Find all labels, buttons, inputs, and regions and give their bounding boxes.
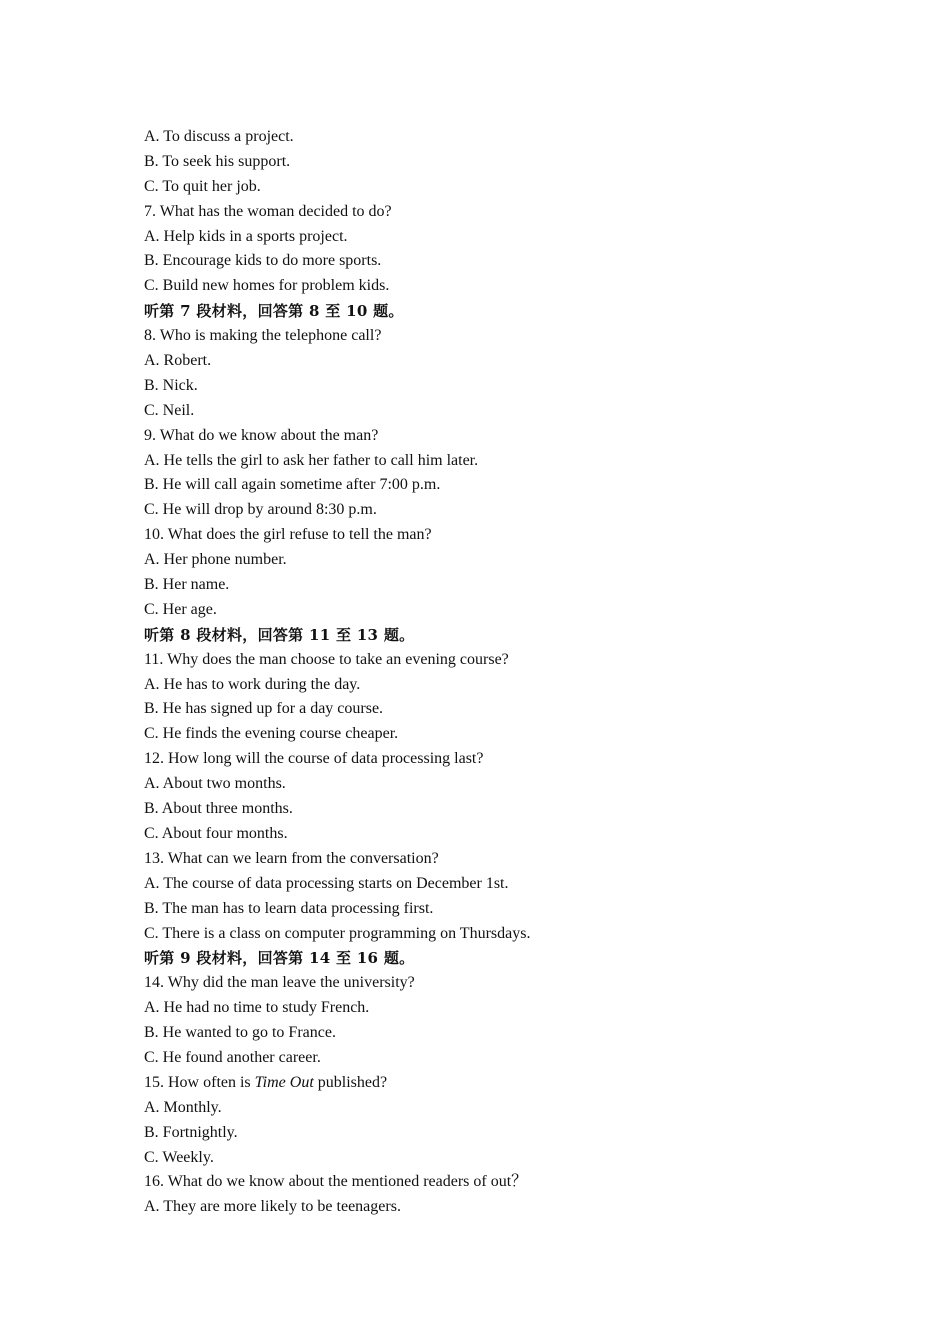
question-text: 16. What do we know about the mentioned readers of out？ — [144, 1173, 528, 1191]
answer-option: B. The man has to learn data processing first. — [144, 899, 434, 917]
answer-option: A. About two months. — [144, 775, 286, 793]
answer-option: B. Encourage kids to do more sports. — [144, 252, 382, 270]
answer-option: C. Neil. — [144, 401, 195, 419]
answer-option: A. To discuss a project. — [144, 128, 294, 145]
answer-option: A. He has to work during the day. — [144, 675, 361, 693]
question-text: 9. What do we know about the man? — [144, 426, 379, 444]
question-text: 12. How long will the course of data processing last? — [144, 750, 484, 768]
answer-option: C. Build new homes for problem kids. — [144, 277, 390, 295]
answer-option: C. About four months. — [144, 824, 288, 842]
exam-lines-part-2 — [144, 1096, 844, 1220]
answer-option: B. Nick. — [144, 376, 198, 394]
answer-option: C. Her age. — [144, 600, 217, 618]
answer-option: A. He tells the girl to ask her father to call him later. — [144, 451, 479, 469]
answer-option: A. Robert. — [144, 352, 212, 370]
section-heading: 听第 7 段材料，回答第 8 至 10 题。 — [144, 302, 404, 321]
answer-option: B. About three months. — [144, 800, 293, 818]
answer-option: A. Help kids in a sports project. — [144, 227, 348, 245]
answer-option: A. Her phone number. — [144, 551, 287, 569]
answer-option: C. To quit her job. — [144, 177, 261, 195]
answer-option: B. He wanted to go to France. — [144, 1024, 336, 1042]
question-text: 10. What does the girl refuse to tell the man? — [144, 526, 432, 544]
answer-option: A. The course of data processing starts on December 1st. — [144, 874, 509, 892]
question-text: 13. What can we learn from the conversation? — [144, 849, 439, 867]
exam-lines-part-1 — [144, 125, 844, 1071]
section-heading: 听第 8 段材料，回答第 11 至 13 题。 — [144, 625, 415, 644]
answer-option: A. Monthly. — [144, 1098, 222, 1116]
answer-option: B. He will call again sometime after 7:00 p.m. — [144, 476, 441, 494]
answer-option: C. He found another career. — [144, 1048, 321, 1066]
question-text: 7. What has the woman decided to do? — [144, 202, 392, 220]
answer-option: A. They are more likely to be teenagers. — [144, 1198, 401, 1216]
question-text: 11. Why does the man choose to take an evening course? — [144, 650, 509, 668]
answer-option: C. Weekly. — [144, 1148, 214, 1166]
question-15-suffix: published? — [313, 1073, 388, 1091]
exam-text-block — [144, 125, 844, 1220]
question-15-title: Time Out — [254, 1073, 314, 1091]
answer-option: B. Fortnightly. — [144, 1123, 238, 1141]
answer-option: B. Her name. — [144, 576, 230, 594]
question-text: 8. Who is making the telephone call? — [144, 327, 382, 345]
answer-option: C. He finds the evening course cheaper. — [144, 725, 399, 743]
answer-option: C. He will drop by around 8:30 p.m. — [144, 501, 377, 519]
section-heading: 听第 9 段材料，回答第 14 至 16 题。 — [144, 949, 415, 968]
answer-option: A. He had no time to study French. — [144, 999, 370, 1017]
answer-option: B. To seek his support. — [144, 152, 291, 170]
question-15 — [144, 1071, 844, 1096]
question-text: 14. Why did the man leave the university? — [144, 974, 415, 992]
question-15-prefix: 15. How often is — [144, 1073, 255, 1091]
answer-option: B. He has signed up for a day course. — [144, 700, 384, 718]
answer-option: C. There is a class on computer programming on Thursdays. — [144, 924, 531, 942]
